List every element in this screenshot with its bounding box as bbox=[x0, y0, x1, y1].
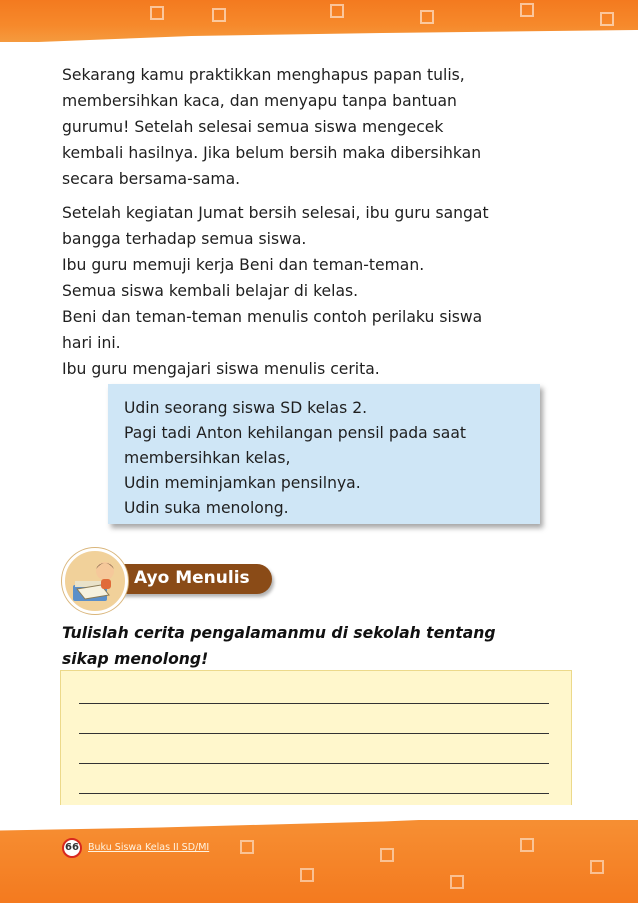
story-line: Udin seorang siswa SD kelas 2. bbox=[124, 399, 368, 417]
text-line: bangga terhadap semua siswa. bbox=[62, 230, 307, 248]
second-paragraph bbox=[62, 200, 572, 382]
text-line: membersihkan kaca, dan menyapu tanpa bantuan bbox=[62, 92, 457, 110]
story-line: Udin meminjamkan pensilnya. bbox=[124, 474, 361, 492]
section-label-pill bbox=[110, 564, 272, 594]
text-line: Setelah kegiatan Jumat bersih selesai, ibu guru sangat bbox=[62, 204, 489, 222]
answer-writing-box[interactable] bbox=[60, 670, 572, 812]
story-line: Udin suka menolong. bbox=[124, 499, 289, 517]
prompt-line: Tulislah cerita pengalamanmu di sekolah tentang bbox=[62, 624, 496, 642]
text-line: gurumu! Setelah selesai semua siswa mengecek bbox=[62, 118, 444, 136]
prompt-line: sikap menolong! bbox=[62, 650, 209, 668]
text-line: hari ini. bbox=[62, 334, 121, 352]
story-line: Pagi tadi Anton kehilangan pensil pada saat bbox=[124, 424, 467, 442]
text-line: Semua siswa kembali belajar di kelas. bbox=[62, 282, 359, 300]
writing-line[interactable] bbox=[79, 763, 549, 764]
section-label-ayo-menulis bbox=[62, 548, 277, 608]
writing-line[interactable] bbox=[79, 703, 549, 704]
text-line: Ibu guru memuji kerja Beni dan teman-teman. bbox=[62, 256, 425, 274]
writing-line[interactable] bbox=[79, 733, 549, 734]
section-label-text: Ayo Menulis bbox=[134, 568, 250, 588]
book-title: Buku Siswa Kelas II SD/MI bbox=[88, 842, 210, 853]
writing-line[interactable] bbox=[79, 793, 549, 794]
text-line: Ibu guru mengajari siswa menulis cerita. bbox=[62, 360, 380, 378]
intro-paragraph bbox=[62, 62, 572, 192]
text-line: Beni dan teman-teman menulis contoh perilaku siswa bbox=[62, 308, 483, 326]
story-line: membersihkan kelas, bbox=[124, 449, 291, 467]
text-line: secara bersama-sama. bbox=[62, 170, 241, 188]
text-line: kembali hasilnya. Jika belum bersih maka dibersihkan bbox=[62, 144, 482, 162]
page-number: 66 bbox=[62, 838, 82, 858]
text-line: Sekarang kamu praktikkan menghapus papan tulis, bbox=[62, 66, 465, 84]
writing-child-icon bbox=[62, 548, 128, 614]
writing-prompt bbox=[62, 620, 572, 672]
story-example-box bbox=[108, 384, 540, 524]
bottom-decorative-band bbox=[0, 820, 638, 903]
